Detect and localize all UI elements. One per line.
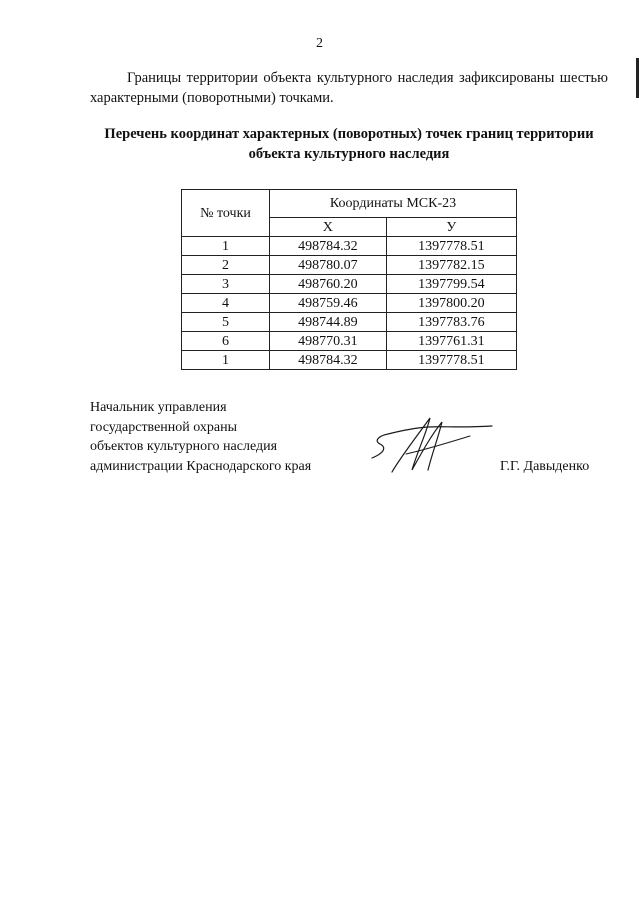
- x-cell: 498760.20: [270, 275, 387, 294]
- signer-line-3: объектов культурного наследия: [90, 439, 278, 454]
- table-row: [182, 332, 517, 351]
- table-row: [182, 275, 517, 294]
- coordinates-table: [181, 189, 517, 370]
- table-row: [182, 237, 517, 256]
- point-cell: 1: [182, 351, 270, 370]
- point-cell: 3: [182, 275, 270, 294]
- intro-paragraph: Границы территории объекта культурного наследия зафиксированы шестью характерными (поворотными) точками.: [90, 70, 608, 106]
- signer-position: [90, 398, 311, 476]
- point-cell: 2: [182, 256, 270, 275]
- table-row: [182, 313, 517, 332]
- point-cell: 6: [182, 332, 270, 351]
- x-cell: 498784.32: [270, 237, 387, 256]
- table-row: [182, 351, 517, 370]
- x-cell: 498770.31: [270, 332, 387, 351]
- table-row: [182, 256, 517, 275]
- y-cell: 1397783.76: [386, 313, 516, 332]
- y-cell: 1397778.51: [386, 351, 516, 370]
- x-column-header: X: [270, 218, 387, 237]
- x-cell: 498744.89: [270, 313, 387, 332]
- point-cell: 5: [182, 313, 270, 332]
- point-cell: 1: [182, 237, 270, 256]
- x-cell: 498759.46: [270, 294, 387, 313]
- page-number: 2: [316, 36, 323, 51]
- signer-line-1: Начальник управления: [90, 400, 227, 415]
- x-cell: 498784.32: [270, 351, 387, 370]
- y-cell: 1397799.54: [386, 275, 516, 294]
- point-cell: 4: [182, 294, 270, 313]
- y-cell: 1397800.20: [386, 294, 516, 313]
- y-cell: 1397782.15: [386, 256, 516, 275]
- handwritten-signature: [370, 414, 495, 476]
- y-cell: 1397778.51: [386, 237, 516, 256]
- signer-line-4: администрации Краснодарского края: [90, 458, 312, 474]
- heading-line-2: объекта культурного наследия: [248, 146, 450, 162]
- signer-name: Г.Г. Давыденко: [500, 459, 590, 474]
- x-cell: 498780.07: [270, 256, 387, 275]
- section-heading: [60, 124, 638, 164]
- coordinates-system-header: Координаты МСК-23: [270, 190, 517, 218]
- table-row: [182, 294, 517, 313]
- signer-line-2: государственной охраны: [90, 419, 238, 435]
- heading-line-1: Перечень координат характерных (поворотных) точек границ территории: [104, 126, 594, 142]
- y-column-header: У: [386, 218, 516, 237]
- y-cell: 1397761.31: [386, 332, 516, 351]
- point-number-header: № точки: [182, 190, 270, 237]
